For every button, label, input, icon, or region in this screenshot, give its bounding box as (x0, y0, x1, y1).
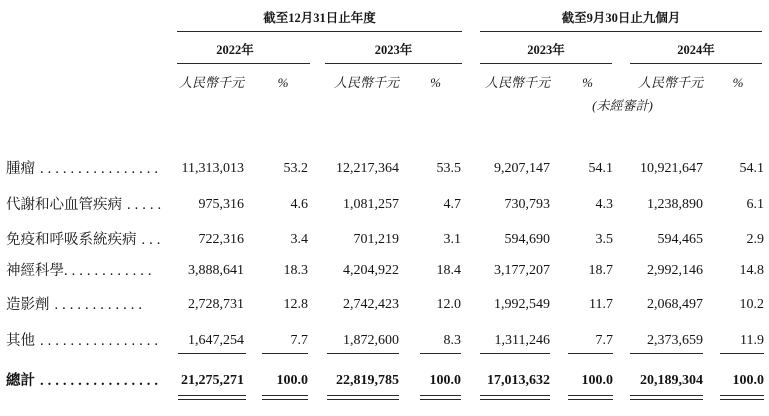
table-row (0, 331, 769, 351)
total-double-underline (262, 395, 308, 396)
cell-9m2023-pct: 11.7 (589, 297, 613, 312)
cell-2023-pct: 53.5 (436, 161, 461, 176)
total-double-underline (327, 399, 399, 400)
cell-9m2024-pct: 14.8 (739, 263, 764, 278)
cell-2022-pct: 3.4 (290, 232, 308, 247)
total-double-underline (480, 395, 550, 396)
cell-2022-amount: 11,313,013 (181, 161, 244, 176)
header-group-underline (177, 31, 462, 32)
header-year-underline (630, 63, 762, 64)
header-note-row (0, 96, 769, 116)
total-2022-amount: 21,275,271 (181, 373, 244, 388)
total-double-underline (568, 399, 613, 400)
subtotal-underline (568, 353, 613, 354)
cell-2022-pct: 4.6 (290, 197, 308, 212)
total-row (0, 371, 769, 391)
cell-9m2024-amount: 1,238,890 (647, 197, 703, 212)
row-label (6, 371, 162, 391)
cell-2023-amount: 1,872,600 (343, 333, 399, 348)
total-double-underline (178, 395, 246, 396)
cell-9m2023-pct: 4.3 (595, 197, 613, 212)
table-row (0, 195, 769, 215)
cell-2022-amount: 3,888,641 (188, 263, 244, 278)
subtotal-underline (178, 353, 246, 354)
total-double-underline (327, 395, 399, 396)
cell-2023-pct: 8.3 (443, 333, 461, 348)
cell-2022-amount: 722,316 (198, 232, 244, 247)
table-row (0, 261, 769, 281)
dot-leader: ... (141, 232, 165, 248)
total-2022-pct: 100.0 (276, 373, 308, 388)
header-group-nine-months: 截至9月30日止九個月 (561, 11, 681, 25)
unit-label-percent: % (277, 75, 289, 90)
header-year-underline (177, 63, 310, 64)
unit-label-amount: 人民幣千元 (484, 75, 550, 90)
subtotal-underline (420, 353, 461, 354)
cell-9m2024-pct: 6.1 (746, 197, 764, 212)
unit-label-amount: 人民幣千元 (333, 75, 399, 90)
cell-2022-amount: 1,647,254 (188, 333, 244, 348)
subtotal-underline (630, 353, 703, 354)
total-9m2024-amount: 20,189,304 (640, 373, 703, 388)
cell-9m2024-amount: 10,921,647 (640, 161, 703, 176)
cell-9m2023-pct: 3.5 (595, 232, 613, 247)
total-9m2023-amount: 17,013,632 (487, 373, 550, 388)
unit-label-percent: % (430, 75, 441, 90)
total-double-underline (178, 399, 246, 400)
row-label (6, 331, 162, 351)
total-2023-pct: 100.0 (429, 373, 461, 388)
dot-leader: ..... (127, 197, 166, 213)
unaudited-note: (未經審計) (592, 98, 653, 113)
unit-label-amount: 人民幣千元 (637, 75, 703, 90)
cell-9m2023-amount: 1,311,246 (494, 333, 550, 348)
subtotal-underline (720, 353, 764, 354)
table-row (0, 295, 769, 315)
cell-9m2023-amount: 730,793 (504, 197, 550, 212)
row-label-text: 腫瘤 (6, 161, 35, 177)
cell-9m2024-amount: 594,465 (657, 232, 703, 247)
header-year-row (0, 40, 769, 60)
subtotal-underline (262, 353, 308, 354)
row-label-text: 造影劑 (6, 297, 50, 313)
cell-9m2023-amount: 3,177,207 (494, 263, 550, 278)
cell-2022-pct: 53.2 (283, 161, 308, 176)
total-double-underline (720, 399, 764, 400)
cell-9m2023-pct: 7.7 (595, 333, 613, 348)
cell-9m2024-amount: 2,068,497 (647, 297, 703, 312)
table-row (0, 230, 769, 250)
cell-9m2024-pct: 10.2 (739, 297, 764, 312)
dot-leader: ................ (40, 373, 162, 389)
cell-2023-amount: 2,742,423 (343, 297, 399, 312)
unit-label-percent: % (582, 75, 593, 90)
row-label (6, 295, 158, 315)
cell-2022-pct: 12.8 (283, 297, 308, 312)
row-label-text: 其他 (6, 333, 35, 349)
header-year-2023: 2023年 (374, 43, 413, 57)
cell-9m2023-pct: 18.7 (588, 263, 613, 278)
cell-2023-amount: 4,204,922 (343, 263, 399, 278)
cell-2023-amount: 12,217,364 (336, 161, 399, 176)
header-group-underline (480, 31, 762, 32)
total-double-underline (630, 395, 703, 396)
dot-leader: ................ (40, 161, 162, 177)
cell-9m2024-pct: 2.9 (746, 232, 764, 247)
cell-2023-amount: 701,219 (353, 232, 399, 247)
header-year-9m2023: 2023年 (527, 43, 565, 57)
header-period-row (0, 8, 769, 28)
total-double-underline (262, 399, 308, 400)
total-double-underline (720, 395, 764, 396)
dot-leader: ............ (54, 297, 146, 313)
dot-leader: ................ (40, 333, 162, 349)
row-label (6, 159, 162, 179)
total-9m2023-pct: 100.0 (581, 373, 613, 388)
cell-2023-pct: 18.4 (436, 263, 461, 278)
cell-2022-amount: 975,316 (198, 197, 244, 212)
cell-2022-pct: 7.7 (290, 333, 308, 348)
header-year-9m2024: 2024年 (677, 43, 715, 57)
subtotal-underline (327, 353, 399, 354)
table-row (0, 159, 769, 179)
cell-9m2023-amount: 1,992,549 (494, 297, 550, 312)
cell-2023-amount: 1,081,257 (343, 197, 399, 212)
unit-label-amount: 人民幣千元 (178, 75, 244, 90)
cell-9m2024-pct: 11.9 (740, 333, 764, 348)
total-double-underline (480, 399, 550, 400)
row-label (6, 195, 166, 215)
cell-2023-pct: 4.7 (443, 197, 461, 212)
cell-9m2023-amount: 594,690 (504, 232, 550, 247)
cell-9m2024-pct: 54.1 (739, 161, 764, 176)
cell-2023-pct: 12.0 (436, 297, 461, 312)
row-label (6, 230, 165, 250)
header-year-underline (325, 63, 462, 64)
header-year-2022: 2022年 (216, 43, 254, 57)
row-label (6, 261, 158, 281)
row-label-text: 代謝和心血管疾病 (6, 197, 122, 213)
subtotal-underline (480, 353, 550, 354)
total-double-underline (568, 395, 613, 396)
row-label-text: 神經科學 (6, 263, 64, 279)
total-double-underline (420, 395, 461, 396)
row-label-text: 總計 (6, 373, 35, 389)
total-2023-amount: 22,819,785 (336, 373, 399, 388)
header-group-year-ended: 截至12月31日止年度 (263, 11, 376, 25)
cell-9m2024-amount: 2,373,659 (647, 333, 703, 348)
cell-2023-pct: 3.1 (443, 232, 461, 247)
cell-2022-amount: 2,728,731 (188, 297, 244, 312)
header-unit-row (0, 73, 769, 93)
unit-label-percent: % (732, 75, 744, 90)
cell-9m2023-pct: 54.1 (588, 161, 613, 176)
cell-9m2024-amount: 2,992,146 (647, 263, 703, 278)
cell-9m2023-amount: 9,207,147 (494, 161, 550, 176)
header-year-underline (480, 63, 612, 64)
total-9m2024-pct: 100.0 (732, 373, 764, 388)
dot-leader: ............ (64, 263, 156, 279)
cell-2022-pct: 18.3 (283, 263, 308, 278)
total-double-underline (420, 399, 461, 400)
total-double-underline (630, 399, 703, 400)
row-label-text: 免疫和呼吸系統疾病 (6, 232, 137, 248)
